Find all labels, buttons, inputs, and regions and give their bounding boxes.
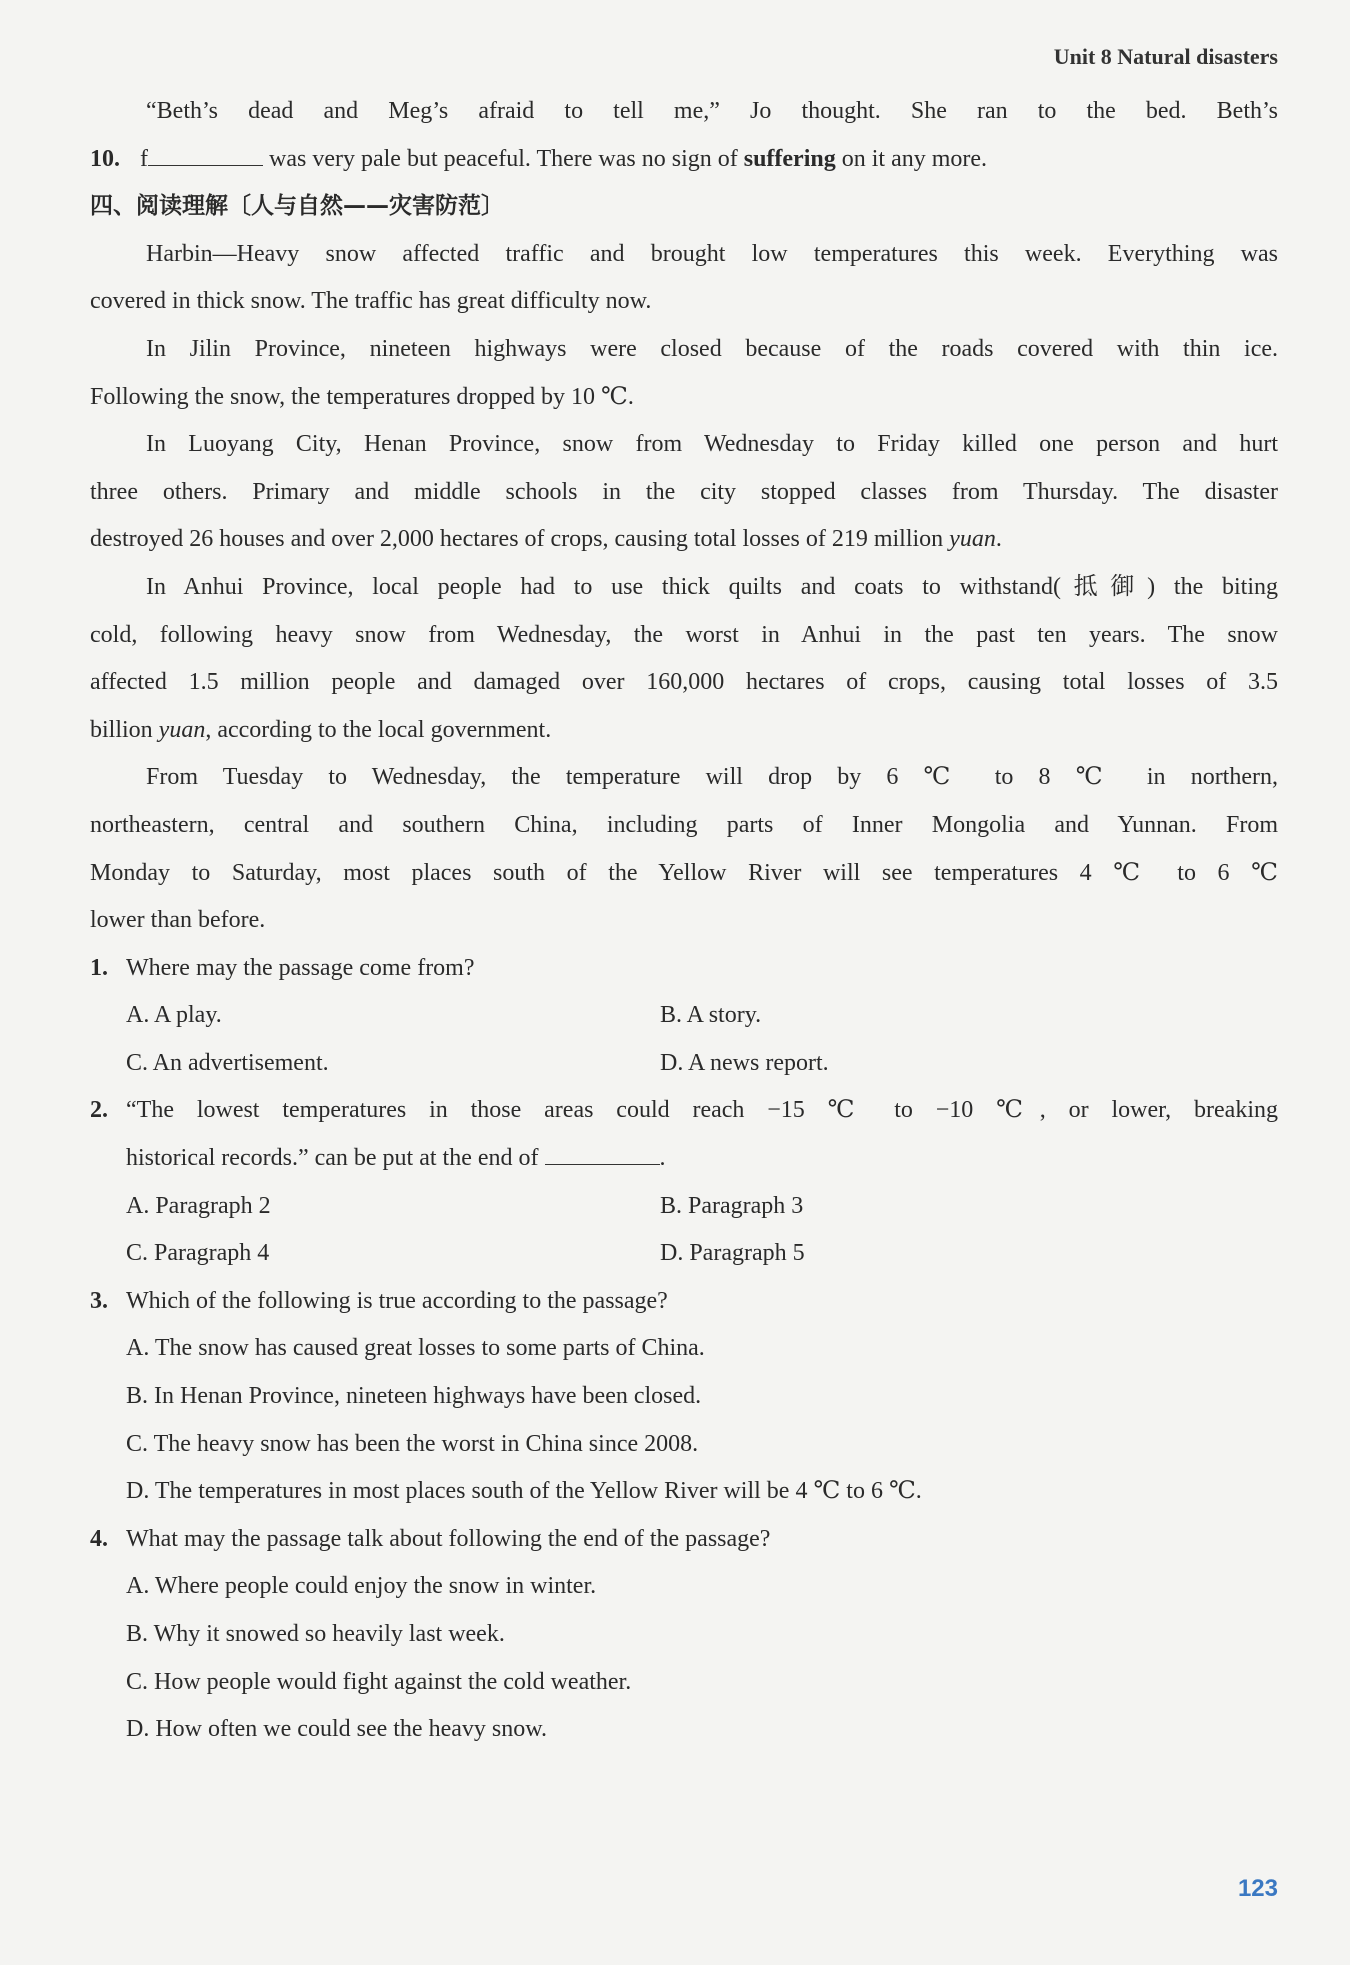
passage-line: billion yuan, according to the local government.	[90, 716, 552, 743]
option-d[interactable]: D. Paragraph 5	[660, 1240, 805, 1267]
question-3: 3. Which of the following is true according to the passage?	[90, 1287, 668, 1314]
cloze-line-1: “Beth’s dead and Meg’s afraid to tell me,” Jo thought. She ran to the bed. Beth’s	[146, 98, 1278, 124]
page-number: 123	[1237, 1875, 1278, 1902]
passage-line: three others. Primary and middle schools in the city stopped classes from Thursday. The disaster	[90, 478, 1278, 505]
option-a[interactable]: A. The snow has caused great losses to some parts of China.	[126, 1335, 705, 1362]
passage-line: affected 1.5 million people and damaged over 160,000 hectares of crops, causing total losses of 3.5	[90, 669, 1278, 696]
running-header: Unit 8 Natural disasters	[1053, 44, 1278, 69]
passage-line: northeastern, central and southern China, including parts of Inner Mongolia and Yunnan. From	[90, 811, 1278, 838]
option-b[interactable]: B. In Henan Province, nineteen highways have been closed.	[126, 1383, 702, 1410]
option-a[interactable]: A. A play.	[126, 1002, 222, 1029]
passage-line: lower than before.	[90, 907, 266, 934]
first-letter-hint: f	[140, 145, 148, 172]
option-a[interactable]: A. Paragraph 2	[126, 1192, 271, 1219]
options-row	[90, 1040, 1278, 1088]
question-2: 2. “The lowest temperatures in those areas could reach −15 ℃ to −10 ℃, or lower, breaking	[90, 1097, 1278, 1124]
section-title: 四、阅读理解〔人与自然——灾害防范〕	[90, 193, 504, 220]
passage-line: In Luoyang City, Henan Province, snow from Wednesday to Friday killed one person and hurt	[146, 431, 1278, 458]
passage-line: Monday to Saturday, most places south of the Yellow River will see temperatures 4 ℃ to 6 ℃	[90, 859, 1278, 886]
option-d[interactable]: D. How often we could see the heavy snow.	[126, 1716, 547, 1743]
passage-line: covered in thick snow. The traffic has great difficulty now.	[90, 288, 652, 315]
option-c[interactable]: C. How people would fight against the cold weather.	[126, 1668, 632, 1695]
option-d[interactable]: D. The temperatures in most places south of the Yellow River will be 4 ℃ to 6 ℃.	[126, 1478, 922, 1505]
question-number: 10.	[90, 145, 120, 172]
passage-line: cold, following heavy snow from Wednesday, the worst in Anhui in the past ten years. The snow	[90, 621, 1278, 648]
passage-line: In Anhui Province, local people had to use thick quilts and coats to withstand(抵御) the biting	[146, 573, 1278, 600]
answer-blank[interactable]	[148, 145, 263, 166]
option-b[interactable]: B. A story.	[660, 1002, 762, 1029]
option-c[interactable]: C. The heavy snow has been the worst in China since 2008.	[126, 1430, 699, 1457]
passage-line: destroyed 26 houses and over 2,000 hectares of crops, causing total losses of 219 million yuan.	[90, 526, 1002, 553]
option-a[interactable]: A. Where people could enjoy the snow in winter.	[126, 1573, 597, 1600]
option-b[interactable]: B. Paragraph 3	[660, 1192, 804, 1219]
bold-word: suffering	[743, 145, 836, 172]
passage-line: Following the snow, the temperatures dropped by 10 ℃.	[90, 383, 634, 410]
passage-line: From Tuesday to Wednesday, the temperature will drop by 6 ℃ to 8 ℃ in northern,	[146, 764, 1278, 791]
passage-line: In Jilin Province, nineteen highways were closed because of the roads covered with thin ice.	[146, 335, 1278, 362]
answer-blank[interactable]	[545, 1144, 660, 1165]
option-c[interactable]: C. Paragraph 4	[126, 1240, 270, 1267]
option-d[interactable]: D. A news report.	[660, 1049, 829, 1076]
question-2-line-2: historical records.” can be put at the end of .	[126, 1145, 666, 1172]
option-b[interactable]: B. Why it snowed so heavily last week.	[126, 1621, 505, 1647]
page-content	[90, 88, 1278, 1754]
options-row	[90, 992, 1278, 1040]
option-c[interactable]: C. An advertisement.	[126, 1049, 329, 1076]
cloze-text-end: on it any more.	[835, 145, 988, 172]
question-4: 4. What may the passage talk about following the end of the passage?	[90, 1525, 771, 1552]
question-1: 1. Where may the passage come from?	[90, 954, 475, 981]
options-row	[90, 1230, 1278, 1278]
cloze-question-10	[90, 136, 1278, 184]
options-row	[90, 1183, 1278, 1231]
cloze-text: was very pale but peaceful. There was no sign of	[263, 145, 744, 172]
passage-line: Harbin—Heavy snow affected traffic and brought low temperatures this week. Everything was	[146, 240, 1278, 267]
